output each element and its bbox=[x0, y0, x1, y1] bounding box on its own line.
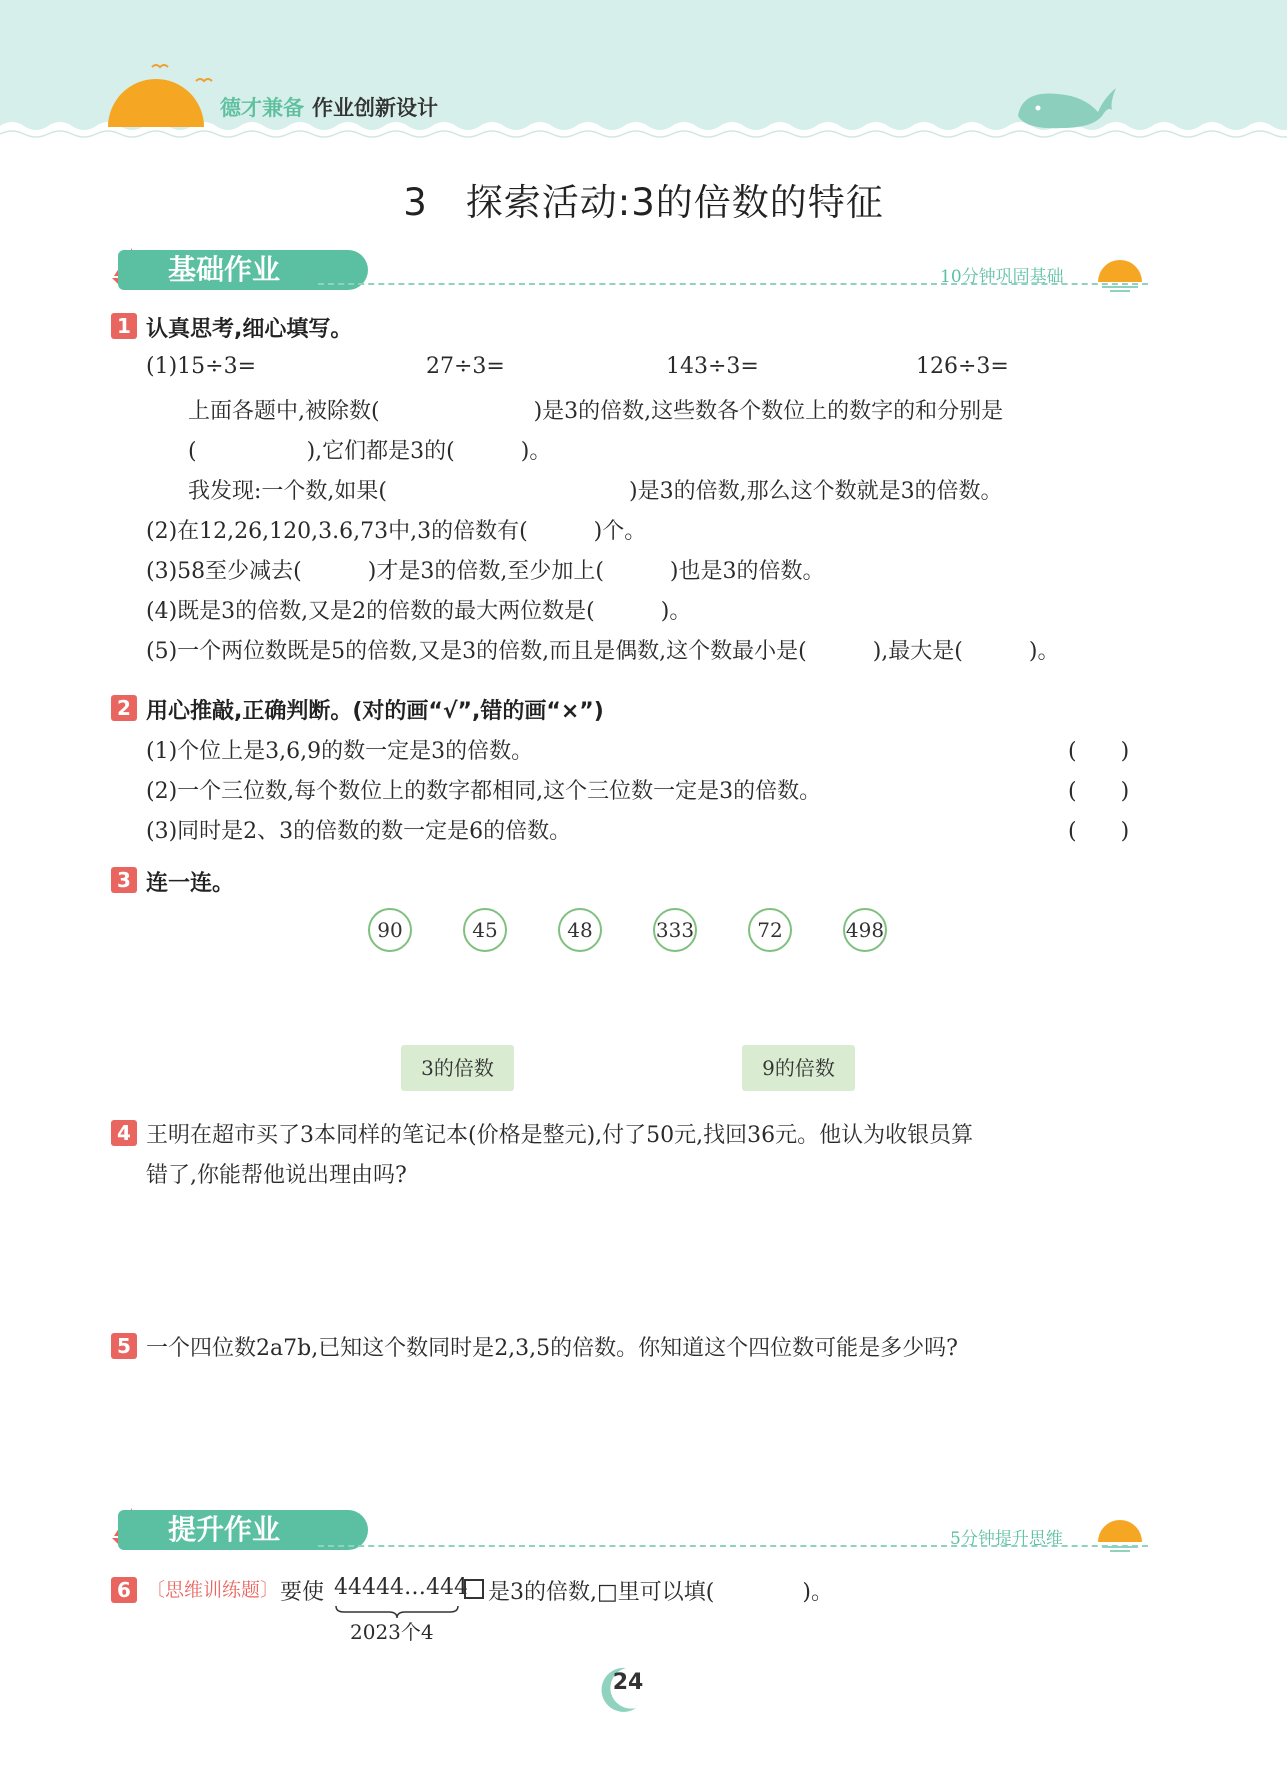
question-line: (2)在12,26,120,3.6,73中,3的倍数有( )个。 bbox=[146, 519, 647, 544]
question-line: (5)一个两位数既是5的倍数,又是3的倍数,而且是偶数,这个数最小是( ),最大是( )。 bbox=[146, 639, 1060, 664]
question-line: (3)58至少减去( )才是3的倍数,至少加上( )也是3的倍数。 bbox=[146, 559, 825, 584]
question-number: 2 bbox=[111, 695, 137, 721]
target-box-multiple-of-3[interactable]: 3的倍数 bbox=[401, 1045, 514, 1091]
whale-icon bbox=[1012, 76, 1122, 132]
page-number: 24 bbox=[612, 1670, 644, 1695]
judge-item: (1)个位上是3,6,9的数一定是3的倍数。 bbox=[146, 739, 534, 764]
section-label: 基础作业 bbox=[168, 253, 281, 286]
section-label: 提升作业 bbox=[168, 1513, 281, 1546]
question-line: ( ),它们都是3的( )。 bbox=[188, 439, 552, 464]
brand-green: 德才兼备 bbox=[220, 96, 304, 120]
brace-label: 2023个4 bbox=[350, 1620, 434, 1644]
question-heading: 认真思考,细心填写。 bbox=[146, 317, 353, 342]
calc-item: (1)15÷3= bbox=[146, 354, 257, 379]
answer-parentheses[interactable]: ( ) bbox=[1068, 779, 1130, 804]
sun-icon bbox=[100, 55, 220, 135]
question-line: 上面各题中,被除数( )是3的倍数,这些数各个数位上的数字的和分别是 bbox=[188, 399, 1004, 424]
question-line: 我发现:一个数,如果( )是3的倍数,那么这个数就是3的倍数。 bbox=[188, 479, 1003, 504]
target-box-multiple-of-9[interactable]: 9的倍数 bbox=[742, 1045, 855, 1091]
calc-item: 143÷3= bbox=[666, 354, 759, 379]
sunset-icon bbox=[1092, 254, 1148, 294]
number-circle[interactable]: 333 bbox=[653, 908, 697, 952]
judge-item: (3)同时是2、3的倍数的数一定是6的倍数。 bbox=[146, 819, 572, 844]
question-number: 4 bbox=[111, 1120, 137, 1146]
question-number: 1 bbox=[111, 313, 137, 339]
question-line: 错了,你能帮他说出理由吗? bbox=[146, 1163, 407, 1188]
brand-black: 作业创新设计 bbox=[312, 96, 438, 120]
question-heading: 连一连。 bbox=[146, 871, 235, 896]
question-line: 一个四位数2a7b,已知这个数同时是2,3,5的倍数。你知道这个四位数可能是多少吗? bbox=[146, 1336, 958, 1361]
question-line: (4)既是3的倍数,又是2的倍数的最大两位数是( )。 bbox=[146, 599, 692, 624]
page-title: 3 探索活动:3的倍数的特征 bbox=[403, 181, 884, 224]
number-circle[interactable]: 90 bbox=[368, 908, 412, 952]
calc-item: 27÷3= bbox=[426, 354, 505, 379]
answer-parentheses[interactable]: ( ) bbox=[1068, 739, 1130, 764]
number-circle[interactable]: 45 bbox=[463, 908, 507, 952]
sunset-icon bbox=[1092, 1514, 1148, 1554]
number-circle[interactable]: 72 bbox=[748, 908, 792, 952]
question-number: 3 bbox=[111, 867, 137, 893]
thinking-tag: 〔思维训练题〕 bbox=[146, 1579, 280, 1601]
question-number: 5 bbox=[111, 1333, 137, 1359]
question-line: 是3的倍数,□里可以填( )。 bbox=[488, 1580, 833, 1605]
answer-parentheses[interactable]: ( ) bbox=[1068, 819, 1130, 844]
judge-item: (2)一个三位数,每个数位上的数字都相同,这个三位数一定是3的倍数。 bbox=[146, 779, 822, 804]
calc-item: 126÷3= bbox=[916, 354, 1009, 379]
question-line: 王明在超市买了3本同样的笔记本(价格是整元),付了50元,找回36元。他认为收银员算 bbox=[146, 1123, 974, 1148]
question-heading: 用心推敲,正确判断。(对的画“√”,错的画“×”) bbox=[146, 699, 604, 724]
question-number: 6 bbox=[111, 1577, 137, 1603]
section-tip: 10分钟巩固基础 bbox=[940, 267, 1064, 287]
repeated-digits: 44444…444 bbox=[334, 1575, 468, 1600]
question-line: 要使 bbox=[280, 1580, 325, 1605]
number-circle[interactable]: 48 bbox=[558, 908, 602, 952]
brand-title bbox=[220, 92, 438, 122]
section-tip: 5分钟提升思维 bbox=[950, 1529, 1063, 1549]
number-circle[interactable]: 498 bbox=[843, 908, 887, 952]
blank-box[interactable] bbox=[464, 1579, 484, 1599]
section-banner-advanced bbox=[118, 1510, 368, 1550]
